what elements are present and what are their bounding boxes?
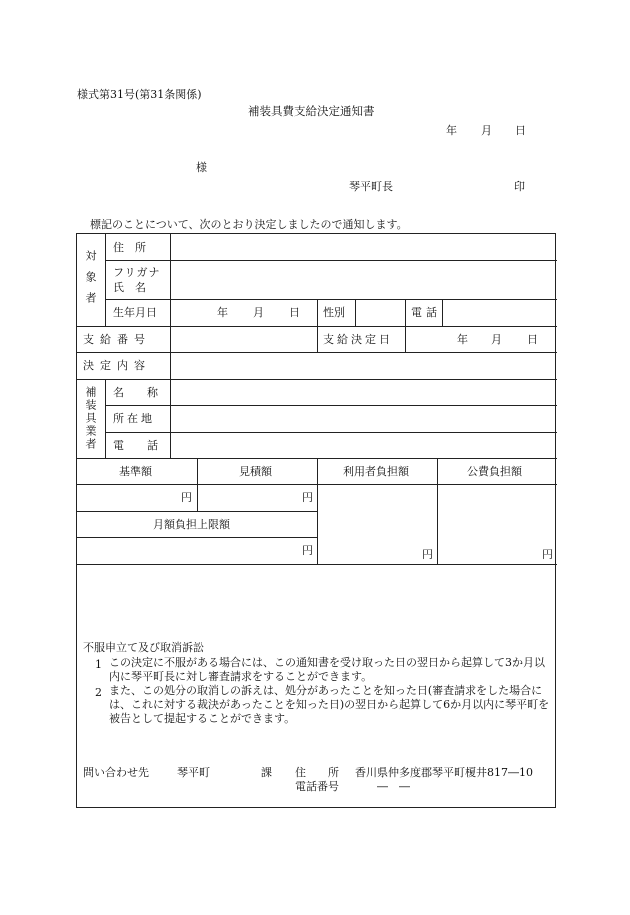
payment-number-label: 支給番号 xyxy=(83,333,151,346)
birth-year: 年 xyxy=(217,306,228,319)
notice-item1-text: この決定に不服がある場合には、この通知書を受け取った日の翌日から起算して3か月以内に琴平町長に対し審査請求をすることができます。 xyxy=(109,656,545,683)
vendor-group-label: 補装具業者 xyxy=(84,386,97,451)
contact-section: 課 xyxy=(261,766,272,779)
contact-town: 琴平町 xyxy=(177,766,210,779)
date-year: 年 xyxy=(446,124,457,137)
contact-phone-value: ― ― xyxy=(377,780,410,793)
document-title: 補装具費支給決定通知書 xyxy=(248,104,375,118)
birth-month: 月 xyxy=(253,306,264,319)
address-label: 住 所 xyxy=(113,241,146,254)
decision-content-label: 決定内容 xyxy=(83,359,151,372)
vendor-phone-label: 電 話 xyxy=(113,439,164,452)
notice-heading: 不服申立て及び取消訴訟 xyxy=(83,641,204,654)
phone-label: 電話 xyxy=(411,306,441,319)
recipient-suffix: 様 xyxy=(196,161,207,174)
contact-address: 香川県仲多度郡琴平町榎井817―10 xyxy=(355,766,533,779)
decision-table xyxy=(76,233,556,808)
decision-year: 年 xyxy=(457,333,468,346)
name-label: 氏 名 xyxy=(113,281,146,294)
notice-item1-number: 1 xyxy=(95,658,102,671)
subject-group-label: 対象者 xyxy=(84,250,97,313)
decision-day: 日 xyxy=(527,333,538,346)
monthly-cap-label: 月額負担上限額 xyxy=(153,518,230,531)
monthly-cap-yen: 円 xyxy=(302,544,313,557)
user-burden-header: 利用者負担額 xyxy=(343,465,409,478)
estimate-amount-header: 見積額 xyxy=(239,465,272,478)
birthdate-label: 生年月日 xyxy=(113,306,157,319)
user-burden-yen: 円 xyxy=(422,548,433,561)
contact-address-label: 住 所 xyxy=(295,766,339,779)
issuer: 琴平町長 xyxy=(349,180,393,193)
birth-day: 日 xyxy=(289,306,300,319)
seal-mark: 印 xyxy=(514,180,525,193)
notice-item2-text: また、この処分の取消しの訴えは、処分があったことを知った日(審査請求をした場合には、これに対する裁決があったことを知った日)の翌日から起算して6か月以内に琴平町を被告として提起することができます。 xyxy=(109,684,550,725)
contact-label: 問い合わせ先 xyxy=(83,766,149,779)
contact-phone-label: 電話番号 xyxy=(295,780,339,793)
date-month: 月 xyxy=(481,124,492,137)
decision-date-label: 支給決定日 xyxy=(323,333,393,346)
estimate-amount-yen: 円 xyxy=(302,491,313,504)
form-number: 様式第31号(第31条関係) xyxy=(77,88,202,101)
base-amount-header: 基準額 xyxy=(119,465,152,478)
furigana-label: フリガナ xyxy=(113,266,161,279)
intro-text: 標記のことについて、次のとおり決定しましたので通知します。 xyxy=(90,218,408,231)
gender-label: 性別 xyxy=(323,306,345,319)
base-amount-yen: 円 xyxy=(181,491,192,504)
decision-month: 月 xyxy=(491,333,502,346)
date-day: 日 xyxy=(515,124,526,137)
vendor-location-label: 所在地 xyxy=(113,412,155,425)
notice-item2-number: 2 xyxy=(95,686,102,699)
vendor-name-label: 名 称 xyxy=(113,386,164,399)
public-burden-yen: 円 xyxy=(542,548,553,561)
public-burden-header: 公費負担額 xyxy=(467,465,522,478)
